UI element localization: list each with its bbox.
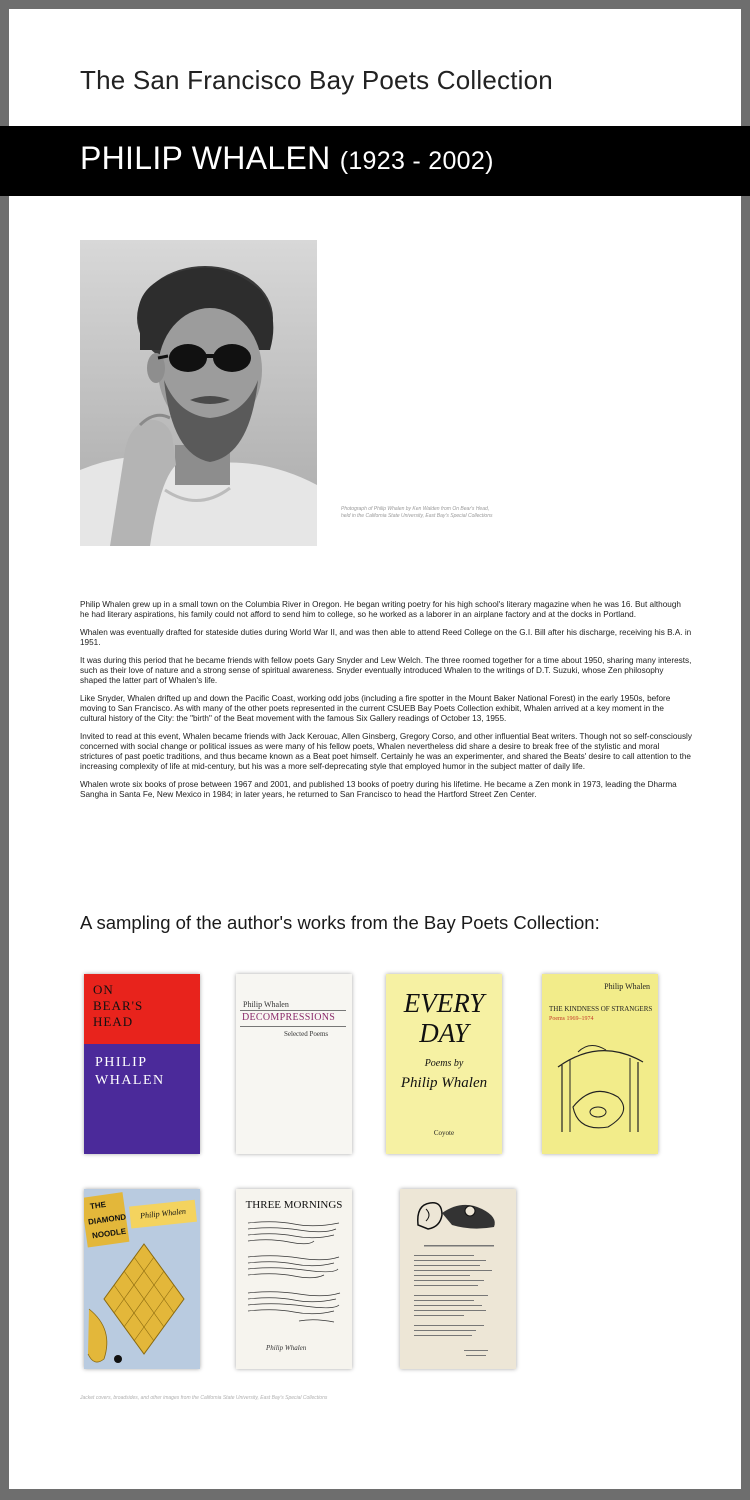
portrait-photo <box>80 240 317 546</box>
cover-title-line: ON <box>93 982 114 997</box>
cover-title-line: HEAD <box>93 1014 134 1029</box>
cover-broadside <box>400 1189 516 1369</box>
cover-on-bears-head <box>84 974 200 1154</box>
cover-author-line: WHALEN <box>95 1073 165 1088</box>
handwriting-lines <box>244 1217 344 1332</box>
broadside-illustration <box>412 1195 504 1235</box>
bio-paragraph: Invited to read at this event, Whalen became friends with Jack Kerouac, Allen Ginsberg, Gregory Corso, and other influential Beat writers. Though not so self-consciously concerned with social change or political issues as were many of his fellow poets, Whalen nevertheless did share a desire to break free of the stylistic and moral strictures of past poetic traditions, and thus became known as a Beat poet himself. Certainly he was an experimenter, and shared the Beats' desire to call attention to the increasing complexity of life at mid-century, but his was a more self-deprecating style that employed humor in the subject matter of daily life. <box>80 732 692 771</box>
cover-rule <box>240 1026 346 1027</box>
cover-author: Philip Whalen <box>400 1075 488 1091</box>
poster <box>9 9 741 1489</box>
cover-subtitle: Poems 1969–1974 <box>549 1016 594 1022</box>
works-heading: A sampling of the author's works from the Bay Poets Collection: <box>80 912 600 933</box>
poet-name: PHILIP WHALEN <box>80 140 331 176</box>
cover-three-mornings <box>236 1189 352 1369</box>
cover-title: THREE MORNINGS <box>245 1199 343 1211</box>
cover-rule <box>240 1010 346 1011</box>
bio-paragraph: Like Snyder, Whalen drifted up and down the Pacific Coast, working odd jobs (including a fire spotter in the Mount Baker National Forest) in the early 1950s, before moving to San Francisco. As with many of the other poets represented in the current CSUEB Bay Poets Collection exhibit, Whalen arrived at a key moment in the cultural history of the City: the "birth" of the Beat movement with the famous Six Gallery readings of October 13, 1955. <box>80 694 671 723</box>
bio-paragraph: Whalen wrote six books of prose between 1967 and 2001, and published 13 books of poetry during his lifetime. He became a Zen monk in 1973, leading the Dharma Sangha in Santa Fe, New Mexico in 1984; in later years, he returned to San Francisco to head the Hartford Street Zen Center. <box>80 780 677 799</box>
collection-title: The San Francisco Bay Poets Collection <box>80 65 553 95</box>
cover-subtitle: Selected Poems <box>284 1030 329 1038</box>
cover-author: Philip Whalen <box>243 1000 289 1009</box>
broadside-text-lines <box>414 1245 504 1365</box>
cover-publisher: Coyote <box>433 1129 455 1137</box>
cover-author-line: PHILIP <box>95 1055 148 1070</box>
poet-dates: (1923 - 2002) <box>339 147 494 175</box>
cover-title-line: BEAR'S <box>93 998 144 1013</box>
photo-caption-line: held in the California State University, East Bay's Special Collections <box>341 513 493 519</box>
cover-poems-by: Poems by <box>424 1058 464 1069</box>
footer-caption: Jacket covers, broadsides, and other images from the California State University, East Bay's Special Collections <box>80 1395 328 1401</box>
cover-diamond-noodle <box>84 1189 200 1369</box>
cover-title-diamond: DIAMOND <box>87 1212 127 1227</box>
cover-title <box>93 982 143 1030</box>
cover-title-line: DAY <box>419 1018 469 1048</box>
photo-caption-line: Photograph of Philip Whalen by Ken Walden from On Bear's Head, <box>341 506 490 512</box>
cover-kindness-of-strangers <box>542 974 658 1154</box>
photo-caption <box>341 506 541 520</box>
title-bar <box>0 126 750 196</box>
biography <box>80 600 692 808</box>
cover-author <box>95 1054 165 1090</box>
cover-title: THE KINDNESS OF STRANGERS <box>549 1005 653 1013</box>
cover-author: Philip Whalen <box>139 1206 187 1221</box>
cover-illustration <box>548 1032 652 1142</box>
cover-signature: Philip Whalen <box>266 1344 307 1352</box>
cover-author: Philip Whalen <box>604 982 650 991</box>
bio-paragraph: Whalen was eventually drafted for stateside duties during World War II, and was then able to attend Reed College on the G.I. Bill after his discharge, receiving his B.A. in 1951. <box>80 628 692 647</box>
cover-title-the: THE <box>89 1199 107 1212</box>
cover-title: DECOMPRESSIONS <box>242 1012 336 1023</box>
cover-title-line: EVERY <box>403 988 485 1018</box>
poet-name-heading <box>80 140 494 177</box>
bio-paragraph: It was during this period that he became friends with fellow poets Gary Snyder and Lew Welch. The three roomed together for a time about 1950, sharing many interests, such as their love of nature and a strong sense of spiritual awareness. Snyder eventually introduced Whalen to the writings of D.T. Suzuki, whose Zen philosophy shaped the latter part of Whalen's life. <box>80 656 692 685</box>
cover-title <box>386 988 502 1048</box>
cover-decompressions <box>236 974 352 1154</box>
bio-paragraph: Philip Whalen grew up in a small town on the Columbia River in Oregon. He began writing poetry for his high school's literary magazine when he was 16. But although he had literary aspirations, his family could not afford to send him to college, so he worked as a laborer in an airplane factory and at the docks in Portland. <box>80 600 681 619</box>
cover-title-noodle: NOODLE <box>91 1226 127 1241</box>
cover-every-day <box>386 974 502 1154</box>
